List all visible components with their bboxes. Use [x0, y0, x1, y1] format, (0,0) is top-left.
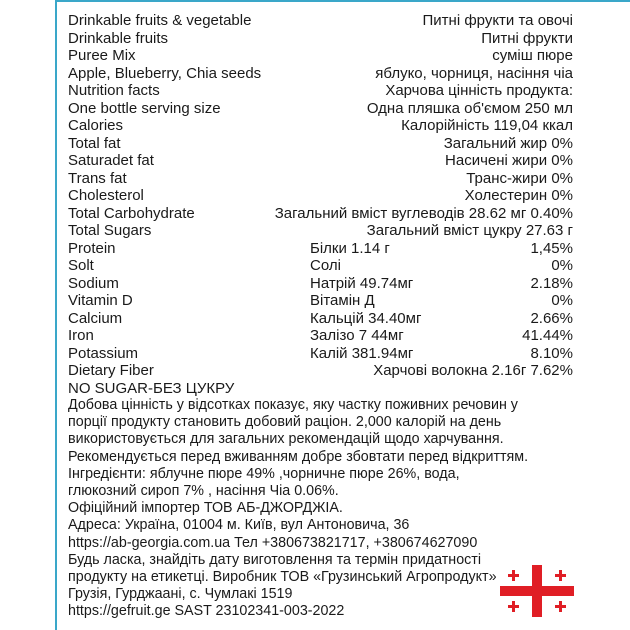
nutrient-row: [68, 345, 573, 363]
address-line: Адреса: Україна, 01004 м. Київ, вул Антоновича, 36: [68, 517, 410, 534]
nutrient-row: [68, 292, 573, 310]
nutrient-pct: 2.18%: [530, 274, 573, 292]
row-en: Saturadet fat: [68, 152, 154, 169]
row-en: Drinkable fruits: [68, 29, 169, 47]
nutrient-ua: Солі: [310, 257, 341, 274]
nutrient-ua: Вітамін Д: [310, 292, 375, 309]
row-ua: Транс-жири 0%: [466, 169, 573, 187]
nutrition-label: [68, 12, 573, 621]
importer-line: Офіційний імпортер ТОВ АБ-ДЖОРДЖІА.: [68, 500, 343, 517]
fiber-ua: Харчові волокна 2.16г 7.62%: [373, 362, 573, 379]
nutrient-en: Protein: [68, 239, 116, 257]
nutrient-pct: 0%: [551, 292, 573, 309]
header-row: [68, 117, 573, 135]
fiber-en: Dietary Fiber: [68, 362, 154, 379]
header-row: [68, 170, 573, 188]
row-ua: яблуко, чорниця, насіння чіа: [375, 64, 573, 82]
nutrient-en: Potassium: [68, 344, 139, 362]
header-row: [68, 222, 573, 240]
row-ua: Одна пляшка об'ємом 250 мл: [366, 99, 573, 117]
row-ua: Калорійність 119,04 ккал: [401, 117, 573, 134]
producer-line: продукту на етикетці. Виробник ТОВ «Грузинський Агропродукт»: [68, 569, 497, 586]
nutrient-en: Vitamin D: [68, 292, 133, 309]
header-row: [68, 152, 573, 170]
header-row: [68, 30, 573, 48]
website-line: https://gefruit.ge SAST 23102341-003-2022: [68, 603, 345, 620]
row-ua: суміш пюре: [492, 47, 573, 64]
row-en: Apple, Blueberry, Chia seeds: [68, 64, 262, 82]
row-en: Cholesterol: [68, 187, 144, 204]
nutrient-ua: Кальцій 34.40мг: [310, 309, 422, 327]
fiber-row: [68, 362, 573, 380]
info-line: порції продукту становить добовий раціон. 2,000 калорій на день: [68, 414, 502, 431]
header-row: [68, 47, 573, 65]
no-sugar-row: [68, 380, 573, 398]
nutrient-row: [68, 257, 573, 275]
row-en: Calories: [68, 117, 124, 134]
nutrient-row: [68, 275, 573, 293]
row-ua: Загальний вміст цукру 27.63 г: [366, 222, 573, 239]
info-line: Рекомендується перед вживанням добре збовтати перед відкриттям.: [68, 448, 529, 465]
no-sugar-label: NO SUGAR-БЕЗ ЦУКРУ: [68, 379, 235, 397]
row-ua: Питні фрукти та овочі: [422, 12, 573, 29]
row-ua: Питні фрукти: [481, 29, 573, 47]
nutrient-ua: Білки 1.14 г: [310, 239, 390, 257]
nutrient-pct: 2.66%: [530, 309, 573, 327]
row-ua: Холестерин 0%: [464, 187, 573, 204]
row-en: Total Carbohydrate: [68, 204, 195, 222]
info-line: Добова цінність у відсотках показує, яку частку поживних речовин у: [68, 397, 518, 413]
header-row: [68, 187, 573, 205]
header-row: [68, 205, 573, 223]
ingredients-line: Інгредієнти: яблучне пюре 49% ,чорничне пюре 26%, вода,: [68, 465, 460, 482]
row-ua: Загальний жир 0%: [443, 134, 573, 152]
nutrient-en: Sodium: [68, 274, 119, 292]
header-row: [68, 82, 573, 100]
info-paragraph: [68, 397, 573, 621]
ingredients-line: глюкозний сироп 7% , насіння Чіа 0.06%.: [68, 483, 339, 500]
row-en: One bottle serving size: [68, 99, 221, 117]
row-ua: Загальний вміст вуглеводів 28.62 мг 0.40%: [274, 204, 573, 222]
row-en: Nutrition facts: [68, 82, 160, 99]
header-row: [68, 65, 573, 83]
nutrient-en: Iron: [68, 327, 94, 344]
info-line: Будь ласка, знайдіть дату виготовлення та термін придатності: [68, 551, 482, 568]
nutrient-pct: 41.44%: [522, 327, 573, 344]
georgian-flag-icon: [500, 565, 574, 617]
info-line: використовується для загальних рекомендацій щодо харчування.: [68, 431, 504, 448]
nutrient-row: [68, 327, 573, 345]
nutrient-pct: 1,45%: [530, 239, 573, 257]
producer-address-line: Грузія, Гурджаані, с. Чумлакі 1519: [68, 586, 293, 603]
nutrient-ua: Залізо 7 44мг: [310, 327, 404, 344]
nutrient-pct: 8.10%: [530, 344, 573, 362]
nutrient-en: Solt: [68, 257, 94, 274]
header-row: [68, 135, 573, 153]
contact-line: https://ab-georgia.com.ua Тел +380673821717, +380674627090: [68, 534, 478, 551]
row-en: Trans fat: [68, 169, 127, 187]
nutrient-en: Calcium: [68, 309, 123, 327]
row-ua: Насичені жири 0%: [445, 152, 573, 169]
row-en: Puree Mix: [68, 47, 136, 64]
row-en: Total fat: [68, 134, 121, 152]
row-en: Drinkable fruits & vegetable: [68, 12, 252, 29]
header-row: [68, 12, 573, 30]
nutrient-ua: Натрій 49.74мг: [310, 274, 414, 292]
nutrient-row: [68, 240, 573, 258]
nutrient-ua: Калій 381.94мг: [310, 344, 414, 362]
row-ua: Харчова цінність продукта:: [385, 82, 573, 99]
header-row: [68, 100, 573, 118]
nutrient-row: [68, 310, 573, 328]
nutrient-pct: 0%: [551, 257, 573, 274]
row-en: Total Sugars: [68, 222, 152, 239]
